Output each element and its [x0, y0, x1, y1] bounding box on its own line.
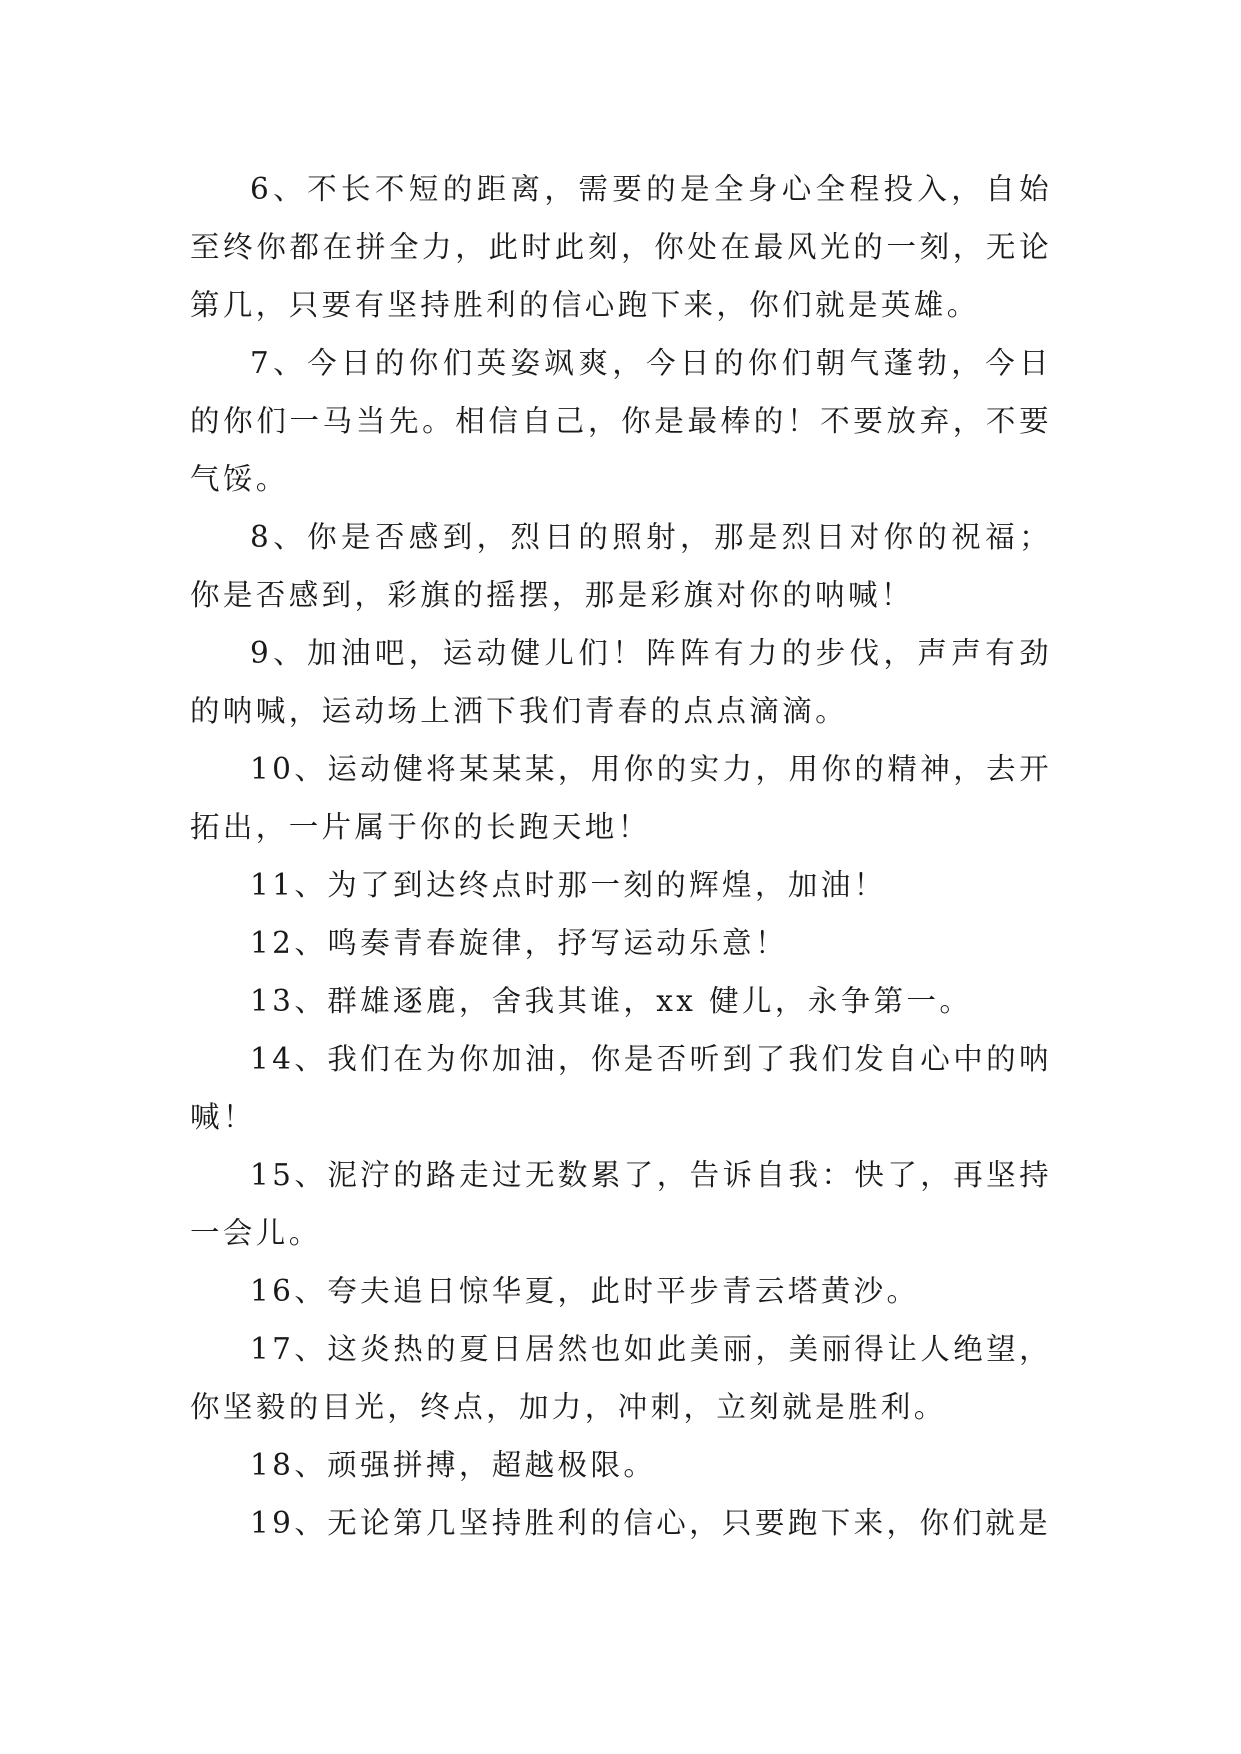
paragraph-16: 16、夸夫追日惊华夏，此时平步青云塔黄沙。 [250, 1274, 920, 1308]
paragraph-14: 14、我们在为你加油，你是否听到了我们发自心中的呐喊！ [190, 1042, 1052, 1134]
paragraph-12: 12、鸣奏青春旋律，抒写运动乐意！ [250, 926, 788, 960]
document-body [190, 160, 1052, 1552]
paragraph-11: 11、为了到达终点时那一刻的辉煌，加油！ [250, 868, 887, 902]
paragraph-6: 6、不长不短的距离，需要的是全身心全程投入，自始至终你都在拼全力，此时此刻，你处在最风光的一刻，无论第几，只要有坚持胜利的信心跑下来，你们就是英雄。 [190, 172, 1052, 322]
paragraph-8: 8、你是否感到，烈日的照射，那是烈日对你的祝福；你是否感到，彩旗的摇摆，那是彩旗对你的呐喊！ [190, 520, 1052, 612]
paragraph-13: 13、群雄逐鹿，舍我其谁，xx 健儿，永争第一。 [250, 984, 973, 1018]
paragraph-15: 15、泥泞的路走过无数累了，告诉自我：快了，再坚持一会儿。 [190, 1158, 1052, 1250]
paragraph-7: 7、今日的你们英姿飒爽，今日的你们朝气蓬勃，今日的你们一马当先。相信自己，你是最棒的！不要放弃，不要气馁。 [190, 346, 1052, 496]
paragraph-17: 17、这炎热的夏日居然也如此美丽，美丽得让人绝望，你坚毅的目光，终点，加力，冲刺，立刻就是胜利。 [190, 1332, 1052, 1424]
paragraph-18: 18、顽强拼搏，超越极限。 [250, 1448, 657, 1482]
paragraph-9: 9、加油吧，运动健儿们！阵阵有力的步伐，声声有劲的呐喊，运动场上洒下我们青春的点点滴滴。 [190, 636, 1052, 728]
paragraph-10: 10、运动健将某某某，用你的实力，用你的精神，去开拓出，一片属于你的长跑天地！ [190, 752, 1052, 844]
paragraph-19: 19、无论第几坚持胜利的信心，只要跑下来，你们就是 [250, 1506, 1052, 1540]
